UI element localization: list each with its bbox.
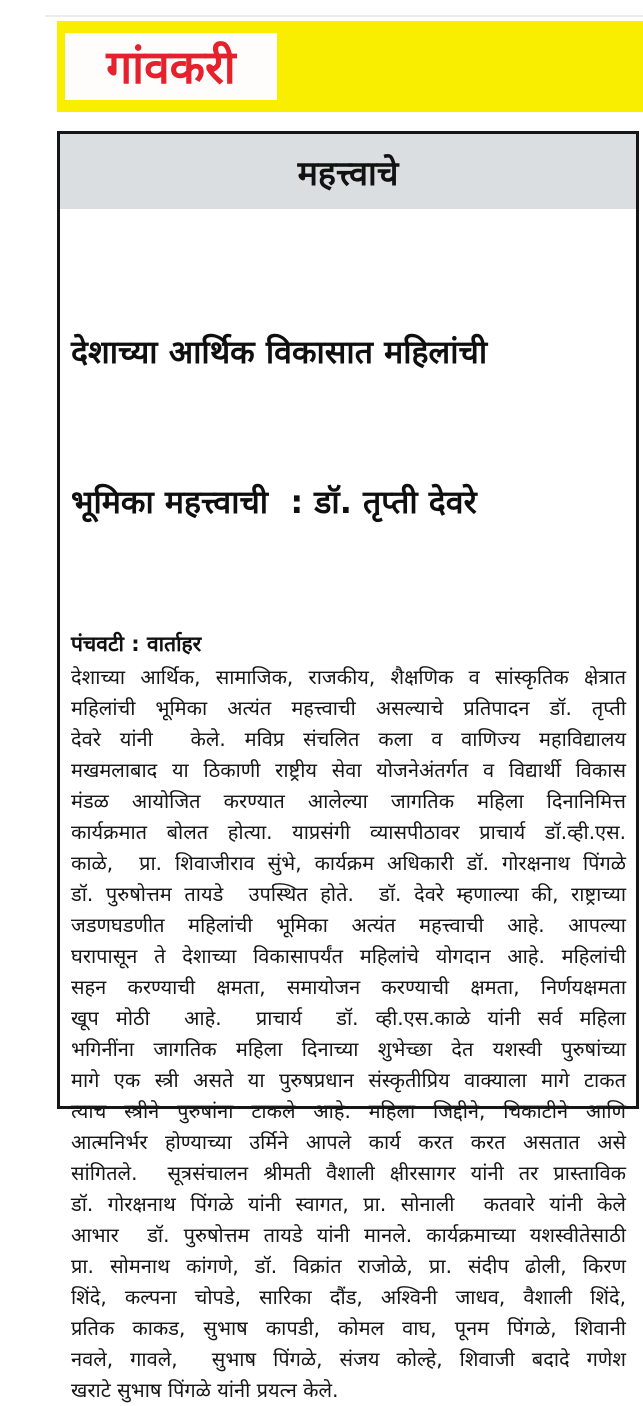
body-line: नवले, गावले, सुभाष पिंगळे, संजय कोल्हे, शिवाजी बदादे गणेश bbox=[71, 1347, 626, 1371]
article-headline bbox=[71, 227, 626, 627]
article-box bbox=[57, 131, 639, 1402]
body-line: जडणघडणीत महिलांची भूमिका अत्यंत महत्त्वाची आहे. आपल्या bbox=[71, 913, 626, 937]
newspaper-logo-text: गांवकरी bbox=[106, 39, 236, 94]
headline-line-1: देशाच्या आर्थिक विकासात महिलांची bbox=[71, 333, 488, 371]
body-line: मखमलाबाद या ठिकाणी राष्ट्रीय सेवा योजनेअंतर्गत व विद्यार्थी विकास bbox=[71, 758, 626, 782]
body-line: घरापासून ते देशाच्या विकासापर्यंत महिलांचे योगदान आहे. महिलांची bbox=[71, 944, 626, 968]
section-header-band bbox=[60, 134, 636, 209]
article-body bbox=[71, 662, 626, 1406]
article-content bbox=[60, 209, 636, 1406]
body-line: शिंदे, कल्पना चोपडे, सारिका दौंड, अश्विनी जाधव, वैशाली शिंदे, bbox=[71, 1285, 626, 1309]
body-line: सांगितले. सूत्रसंचालन श्रीमती वैशाली क्षीरसागर यांनी तर प्रास्ताविक bbox=[71, 1161, 626, 1185]
body-line: कार्यक्रमात बोलत होत्या. याप्रसंगी व्यासपीठावर प्राचार्य डॉ.व्ही.एस. bbox=[71, 820, 626, 844]
article-byline: पंचवटी : वार्ताहर bbox=[71, 632, 202, 656]
body-line: प्रा. सोमनाथ कांगणे, डॉ. विक्रांत राजोळे, प्रा. संदीप ढोली, किरण bbox=[71, 1254, 626, 1278]
body-line: काळे, प्रा. शिवाजीराव सुंभे, कार्यक्रम अधिकारी डॉ. गोरक्षनाथ पिंगळे bbox=[71, 851, 626, 875]
body-line: खराटे सुभाष पिंगळे यांनी प्रयत्न केले. bbox=[71, 1378, 339, 1402]
masthead-logo-box bbox=[65, 33, 277, 100]
headline-line-2: भूमिका महत्त्वाची : डॉ. तृप्ती देवरे bbox=[71, 483, 477, 521]
top-divider-rule bbox=[45, 15, 643, 17]
body-line: देशाच्या आर्थिक, सामाजिक, राजकीय, शैक्षणिक व सांस्कृतिक क्षेत्रात bbox=[71, 665, 626, 689]
body-line: प्रतिक काकड, सुभाष कापडी, कोमल वाघ, पूनम पिंगळे, शिवानी bbox=[71, 1316, 626, 1340]
body-line: त्याच स्त्रीने पुरुषांना टाकले आहे. महिला जिद्दीने, चिकाटीने आणि bbox=[71, 1099, 626, 1123]
newspaper-masthead-banner bbox=[57, 21, 643, 112]
section-header-title: महत्त्वाचे bbox=[297, 153, 399, 194]
body-line: मंडळ आयोजित करण्यात आलेल्या जागतिक महिला दिनानिमित्त bbox=[71, 789, 626, 813]
body-line: डॉ. गोरक्षनाथ पिंगळे यांनी स्वागत, प्रा. सोनाली कतवारे यांनी केले bbox=[71, 1192, 626, 1216]
body-line: आत्मनिर्भर होण्याच्या उर्मिने आपले कार्य करत करत असतात असे bbox=[71, 1130, 626, 1154]
body-line: डॉ. पुरुषोत्तम तायडे उपस्थित होते. डॉ. देवरे म्हणाल्या की, राष्ट्राच्या bbox=[71, 882, 626, 906]
body-line: महिलांची भूमिका अत्यंत महत्त्वाची असल्याचे प्रतिपादन डॉ. तृप्ती bbox=[71, 696, 626, 720]
body-line: खूप मोठी आहे. प्राचार्य डॉ. व्ही.एस.काळे यांनी सर्व महिला bbox=[71, 1006, 626, 1030]
body-line: देवरे यांनी केले. मविप्र संचलित कला व वाणिज्य महाविद्यालय bbox=[71, 727, 626, 751]
body-line: मागे एक स्त्री असते या पुरुषप्रधान संस्कृतीप्रिय वाक्याला मागे टाकत bbox=[71, 1068, 626, 1092]
body-line: आभार डॉ. पुरुषोत्तम तायडे यांनी मानले. कार्यक्रमाच्या यशस्वीतेसाठी bbox=[71, 1223, 626, 1247]
body-line: भगिनींना जागतिक महिला दिनाच्या शुभेच्छा देत यशस्वी पुरुषांच्या bbox=[71, 1037, 626, 1061]
body-line: सहन करण्याची क्षमता, समायोजन करण्याची क्षमता, निर्णयक्षमता bbox=[71, 975, 626, 999]
